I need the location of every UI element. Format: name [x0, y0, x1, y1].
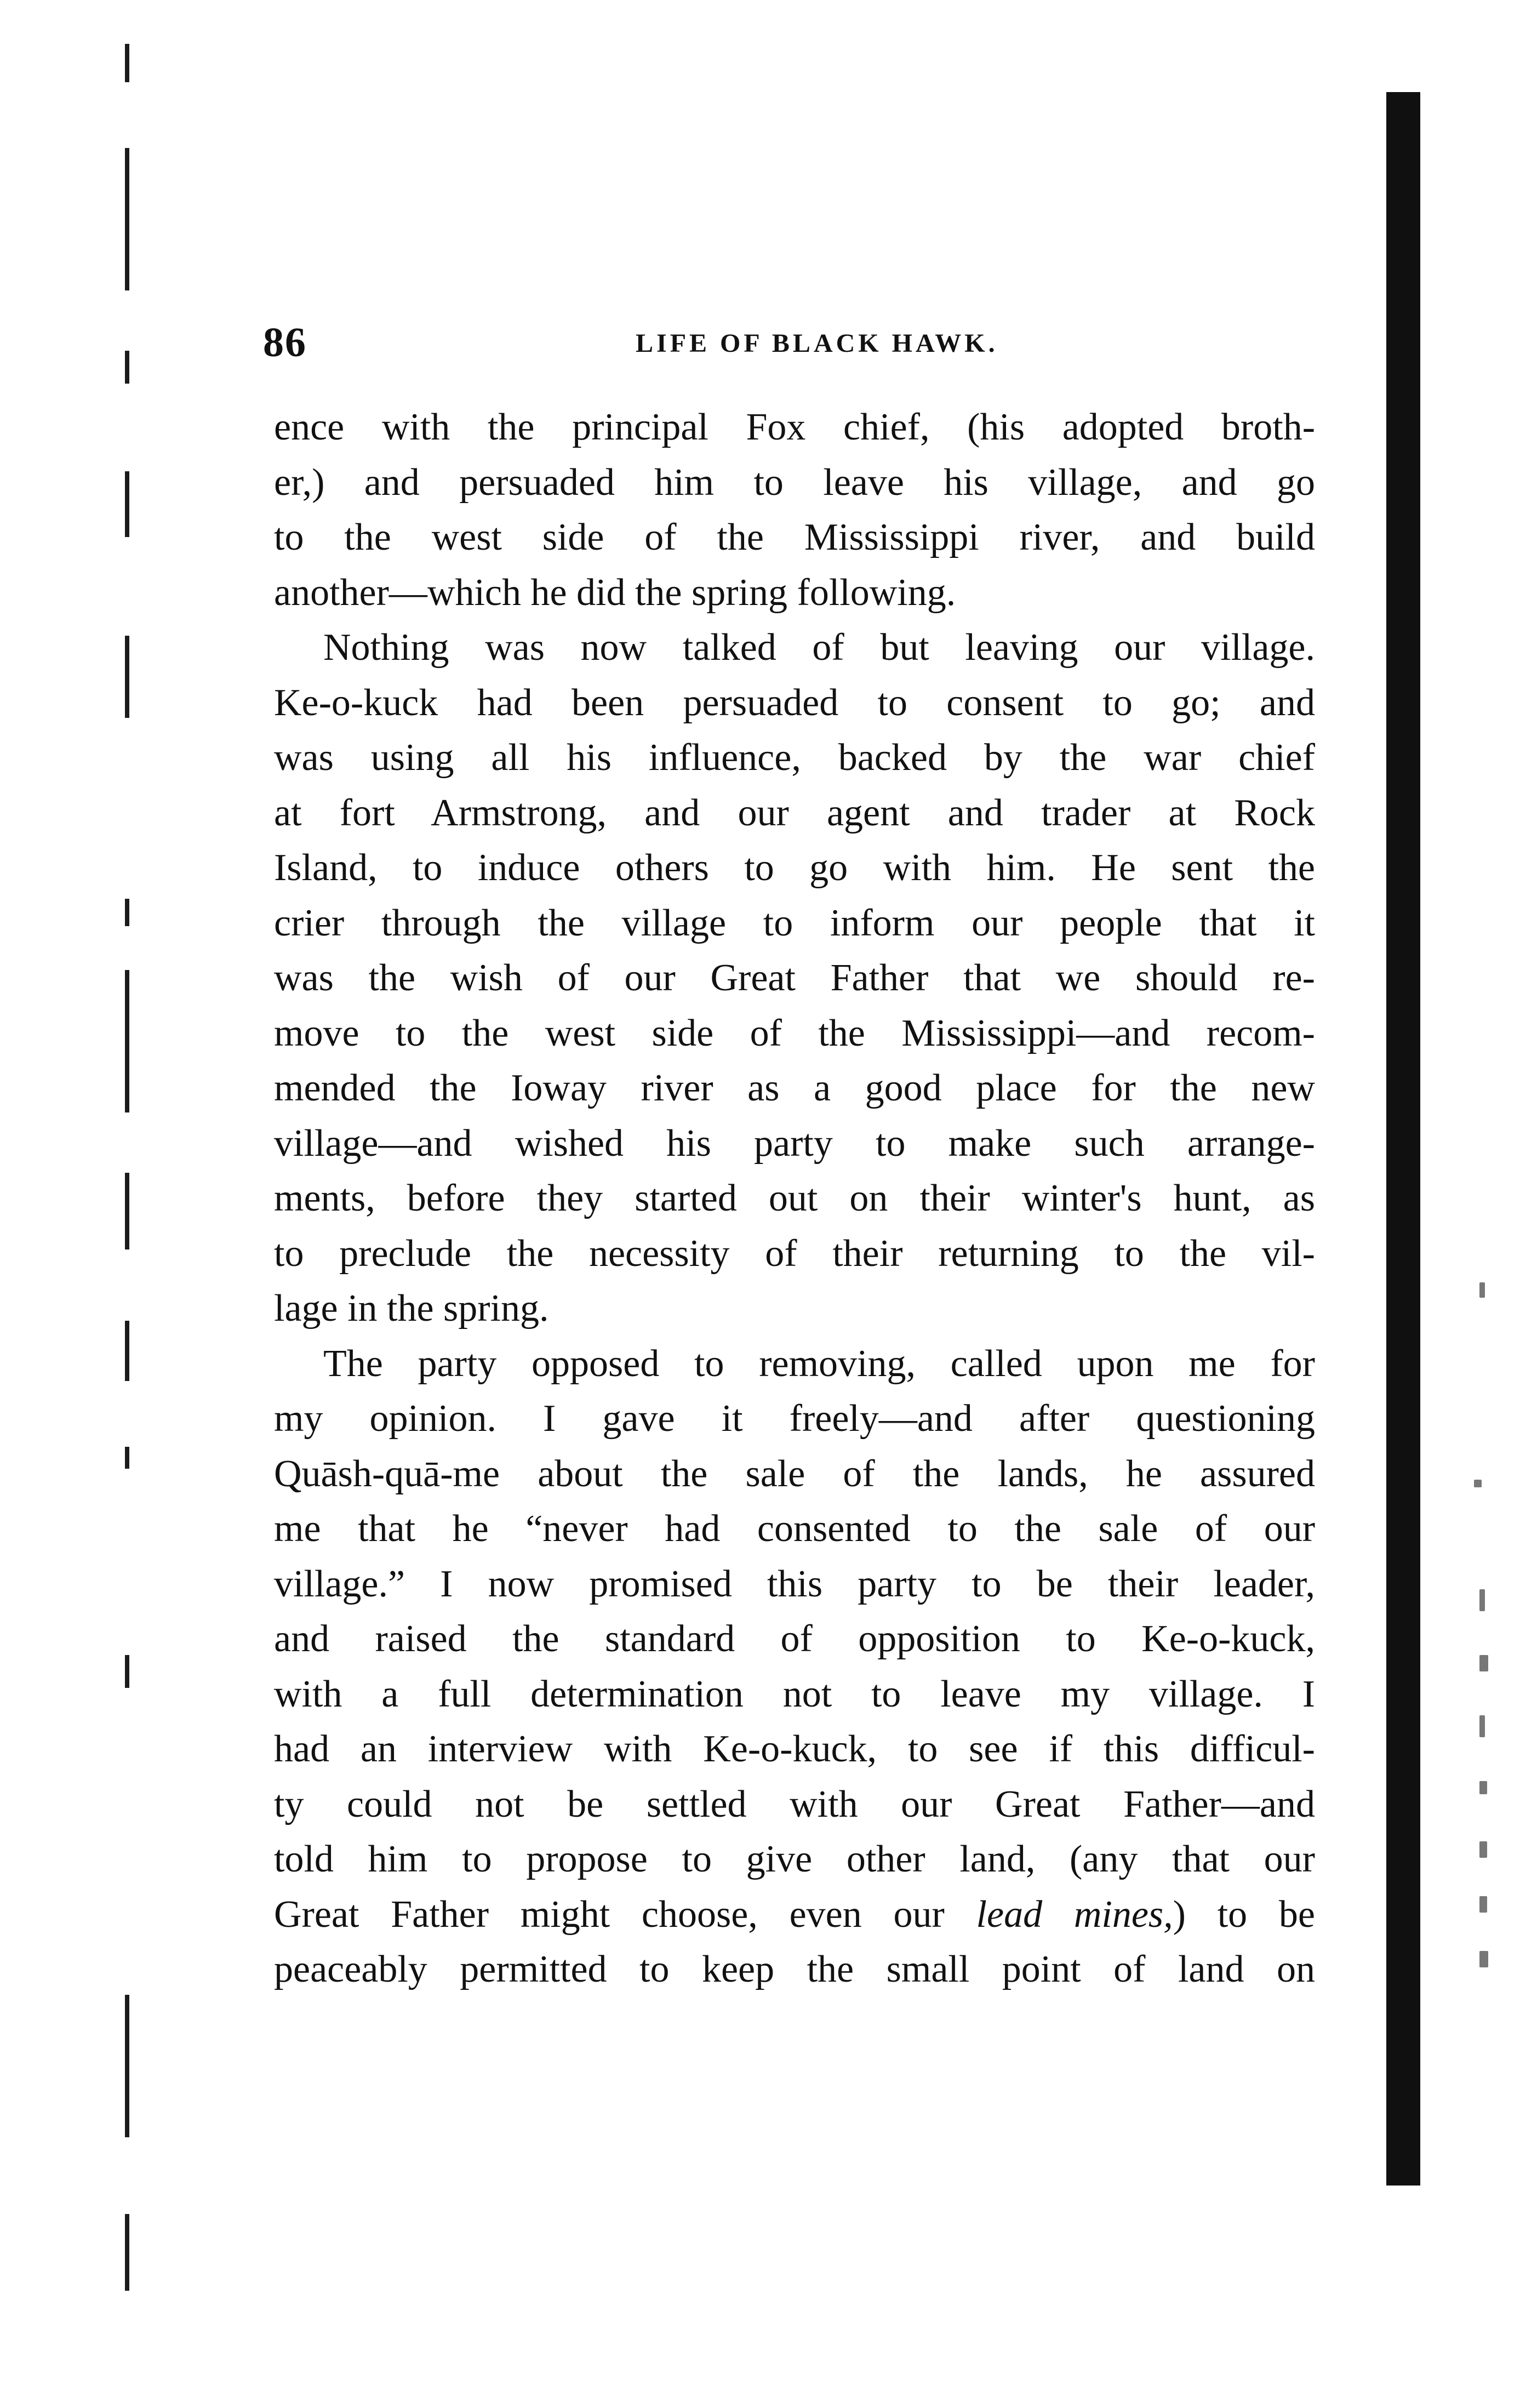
text-line: er,) and persuaded him to leave his village, and go: [274, 461, 1315, 504]
text-line: crier through the village to inform our people that it: [274, 901, 1315, 944]
text-line: mended the Ioway river as a good place for the new: [274, 1067, 1315, 1109]
text-line: lage in the spring.: [274, 1287, 549, 1329]
text-line: ty could not be settled with our Great Father—and: [274, 1783, 1315, 1825]
text-line-with-italic: [274, 1887, 1315, 1943]
running-head: LIFE OF BLACK HAWK.: [636, 329, 998, 358]
paragraph-start-line: Nothing was now talked of but leaving our village.: [323, 626, 1315, 669]
text-line: and raised the standard of opposition to Ke-o-kuck,: [274, 1618, 1315, 1660]
left-page-edge: [125, 44, 135, 2346]
text-line: at fort Armstrong, and our agent and trader at Rock: [274, 791, 1315, 834]
text-line: another—which he did the spring following.: [274, 571, 956, 614]
text-line: village.” I now promised this party to be their leader,: [274, 1562, 1315, 1605]
text-line: with a full determination not to leave my village. I: [274, 1673, 1315, 1715]
text-line: was the wish of our Great Father that we should re-: [274, 957, 1315, 999]
paragraph-start-line: The party opposed to removing, called upon me for: [323, 1342, 1315, 1385]
body-text: [274, 400, 1315, 1998]
text-line: had an interview with Ke-o-kuck, to see if this difficul-: [274, 1728, 1315, 1770]
text-line: ence with the principal Fox chief, (his adopted broth-: [274, 406, 1315, 448]
italic-phrase: lead mines,: [976, 1893, 1173, 1936]
text-line: my opinion. I gave it freely—and after questioning: [274, 1397, 1315, 1440]
text-line: Ke-o-kuck had been persuaded to consent to go; and: [274, 681, 1315, 724]
text-line: village—and wished his party to make such arrange-: [274, 1122, 1315, 1165]
page-number: 86: [263, 319, 307, 366]
text-line: peaceably permitted to keep the small point of land on: [274, 1948, 1315, 1990]
text-line: me that he “never had consented to the sale of our: [274, 1508, 1315, 1550]
text-line: to the west side of the Mississippi river, and build: [274, 516, 1315, 558]
text-line: Quāsh-quā-me about the sale of the lands, he assured: [274, 1452, 1315, 1495]
text-segment: ) to be: [1173, 1893, 1315, 1936]
text-line: ments, before they started out on their winter's hunt, as: [274, 1177, 1315, 1219]
text-line: Island, to induce others to go with him. He sent the: [274, 847, 1315, 889]
text-segment: Great Father might choose, even our: [274, 1893, 976, 1936]
text-line: to preclude the necessity of their returning to the vil-: [274, 1232, 1315, 1275]
page-header: [263, 315, 1315, 370]
text-line: was using all his influence, backed by the war chief: [274, 737, 1315, 779]
text-line: told him to propose to give other land, (any that our: [274, 1838, 1315, 1880]
right-page-edge: [1386, 92, 1420, 2186]
text-line: move to the west side of the Mississippi—and recom-: [274, 1012, 1315, 1054]
